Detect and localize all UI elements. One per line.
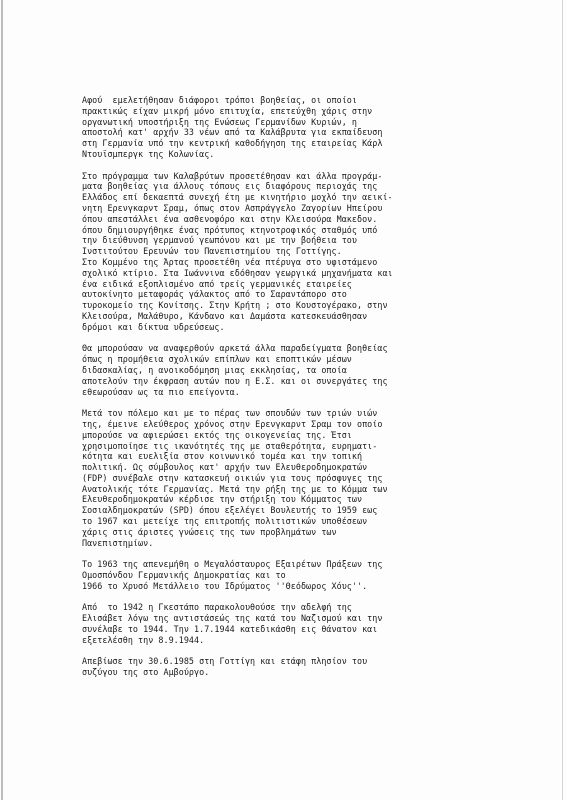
text-line: Στο πρόγραμμα των Καλαβρύτων προσετέθησαν και άλλα προγράμ- <box>82 170 383 181</box>
text-line: Θα μπορούσαν να αναφερθούν αρκετά άλλα παραδείγματα βοηθείας <box>82 343 388 354</box>
text-line: κότητα και ευελιξία στον κοινωνικό τομέα και την τοπική <box>82 451 363 462</box>
text-line: την διεύθυνση γερμανού γεωπόνου και με την βοήθεια του <box>82 235 357 246</box>
text-line: Αφού εμελετήθησαν διάφοροι τρόποι βοηθείας, οι οποίοι <box>82 95 357 105</box>
text-line: πρακτικώς είχαν μικρή μόνο επιτυχία, επετεύχθη χάρις στην <box>82 105 373 116</box>
text-line: (FDP) συνέβαλε στην κατασκευή οικιών για τους πρόσφυγες της <box>82 472 383 483</box>
text-line: Ανατολικής τότε Γερμανίας. Μετά την ρήξη της με το Κόμμα των <box>82 483 388 494</box>
text-line: συνέλαβε το 1944. Την 1.7.1944 κατεδικάσθη εις θάνατον και <box>82 624 378 635</box>
text-line: Ομοσπόνδου Γερμανικής Δημοκρατίας και το <box>82 570 286 581</box>
text-line: Σοσιαλδημοκρατών (SPD) όπου εξελέγει Βουλευτής το 1959 εως <box>82 505 378 516</box>
text-line: εθεωρούσαν ως τα πιο επείγοντα. <box>82 386 240 397</box>
text-line: όπου δημιουργήθηκε ένας πρότυπος κτηνοτροφικός σταθμός υπό <box>82 224 378 235</box>
text-line: οργανωτική υποστήριξη της Ενώσεως Γερμανίδων Κυριών, η <box>82 116 357 127</box>
page-right-edge <box>562 0 563 800</box>
text-line: διδασκαλίας, η ανοικοδόμηση μιας εκκλησίας, τα οποία <box>82 364 347 375</box>
text-line: συζύγου της στο Αμβούργο. <box>82 667 210 678</box>
text-line: αποστολή κατ' αρχήν 33 νέων από τα Καλάβρυτα για εκπαίδευση <box>82 127 383 138</box>
text-line: μπορούσε να αφιερώσει εκτός της οικογενείας της. Έτσι <box>82 429 352 440</box>
text-line: το 1967 και μετείχε της επιτροπής πολιτιστικών υποθέσεων <box>82 516 368 527</box>
text-line: Απεβίωσε την 30.6.1985 στη Γοττίγη και ετάφη πλησίον του <box>82 656 368 667</box>
paragraph <box>82 559 492 591</box>
text-line: Ελευθεροδημοκρατών κέρδισε την στήριξη του Κόμματος των <box>82 494 363 505</box>
text-line: της, έμεινε ελεύθερος χρόνος στην Ερενγκαρντ Σραμ τον οποίο <box>82 418 383 429</box>
text-line: εξετελέσθη την 8.9.1944. <box>82 634 205 645</box>
text-line: ματα βοηθείας για άλλους τόπους εις διαφόρους περιοχάς της <box>82 181 378 192</box>
text-line: Κλεισούρα, Μαλάθυρο, Κάνδανο και Δαμάστα κατεσκευάσθησαν <box>82 310 368 321</box>
paragraph <box>82 95 492 160</box>
text-line: Το 1963 της απενεμήθη ο Μεγαλόσταυρος Εξαιρέτων Πράξεων της <box>82 559 383 570</box>
text-line: πολιτική. Ως σύμβουλος κατ' αρχήν των Ελευθεροδημοκρατών <box>82 462 368 473</box>
text-line: Ινστιτούτου Ερευνών του Πανεπιστημίου της Γοττίγης. <box>82 246 342 257</box>
text-line: Στο Κομμένο της Άρτας προσετέθη νέα πτέρυγα στο υφιστάμενο <box>82 256 378 267</box>
text-line: 1966 το Χρυσό Μετάλλειο του Ιδρύματος ''Θεόδωρος Χόυς''. <box>82 580 368 591</box>
text-line: Από το 1942 η Γκεστάπο παρακολουθούσε την αδελφή της <box>82 602 352 613</box>
paragraph <box>82 171 492 333</box>
paragraph <box>82 408 492 548</box>
text-line: Μετά τον πόλεμο και με το πέρας των σπουδών των τριών υιών <box>82 408 378 419</box>
text-line: δρόμοι και δίκτυα υδρεύσεως. <box>82 321 225 332</box>
text-line: στη Γερμανία υπό την κεντρική καθοδήγηση της εταιρείας Κάρλ <box>82 138 383 149</box>
text-line: χρησιμοποίησε τις ικανότητές της με σταθερότητα, ευρηματι- <box>82 440 378 451</box>
paragraph <box>82 656 492 678</box>
text-line: όπως η προμήθεια σχολικών επίπλων και εποπτικών μέσων <box>82 354 352 365</box>
text-line: Πανεπιστημίων. <box>82 537 154 548</box>
paragraph <box>82 602 492 645</box>
text-line: Ντουϊσμπεργκ της Κολωνίας. <box>82 148 215 159</box>
text-line: χάρις στις άριστες γνώσεις της των προβλημάτων των <box>82 526 337 537</box>
text-line: σχολικό κτίριο. Στα Ιωάννινα εδόθησαν γεωργικά μηχανήματα και <box>82 267 393 278</box>
text-line: Ελλάδος επί δεκαεπτά συνεχή έτη με κινητήριο μοχλό την αεικί- <box>82 192 393 203</box>
text-line: αυτοκίνητο μεταφοράς γάλακτος από το Σαραντάπορο στο <box>82 289 347 300</box>
text-line: αποτελούν την έκφραση αυτών που η Ε.Σ. και οι συνεργάτες της <box>82 375 388 386</box>
text-line: τυροκομείο της Κονίτσης. Στην Κρήτη ; στο Κουστογέρακο, στην <box>82 300 388 311</box>
text-line: ένα ειδικά εξοπλισμένο από τρείς γερμανικές εταιρείες <box>82 278 352 289</box>
page-left-edge <box>1 0 3 800</box>
text-line: νητη Ερενγκαρντ Σραμ, όπως στον Ασπράγγελο Ζαγορίων Ηπείρου <box>82 202 383 213</box>
document-body <box>82 95 492 689</box>
text-line: όπου απεστάλλει ένα ασθενοφόρο και στην Κλεισούρα Μακεδον. <box>82 213 378 224</box>
text-line: Ελισάβετ λόγω της αντιστάσεώς της κατά του Ναζισμού και την <box>82 613 383 624</box>
paragraph <box>82 343 492 397</box>
